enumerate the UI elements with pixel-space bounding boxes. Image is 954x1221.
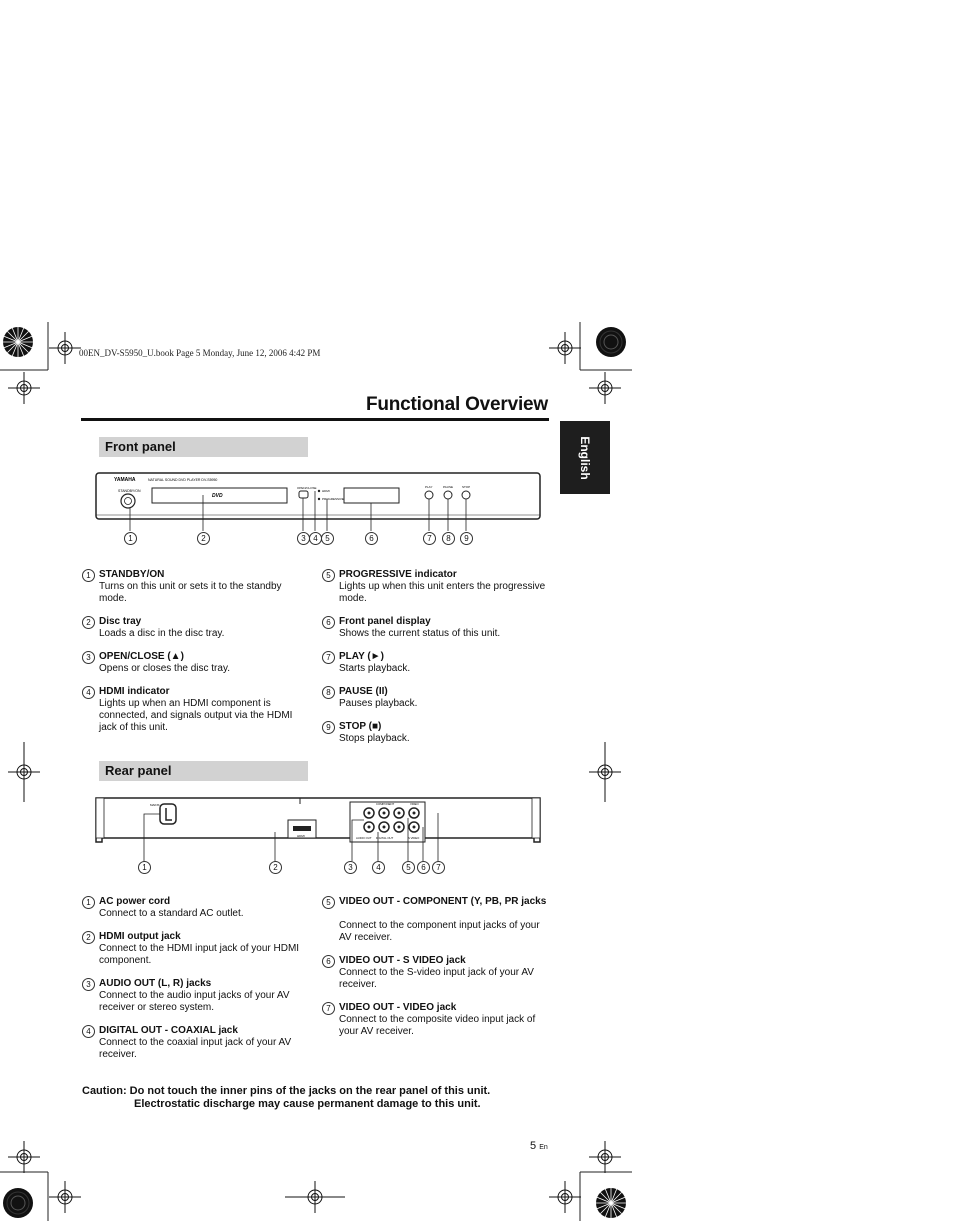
item-title: STOP (■) [339, 721, 382, 732]
rear-callout-7: 7 [432, 861, 445, 874]
item-title: VIDEO OUT - VIDEO jack [339, 1002, 457, 1013]
caution-line-2: Electrostatic discharge may cause permanent damage to this unit. [134, 1098, 481, 1110]
item-number: 5 [322, 896, 335, 909]
brand-logo-text: YAMAHA [114, 477, 136, 483]
front-callout-8: 8 [442, 532, 455, 545]
item-title: HDMI indicator [99, 686, 170, 697]
item-number: 4 [82, 1025, 95, 1038]
item-title: OPEN/CLOSE (▲) [99, 651, 184, 662]
page-number-value: 5 [530, 1140, 537, 1152]
ac-cord [160, 804, 176, 824]
item-number: 9 [322, 721, 335, 734]
item-title: Disc tray [99, 616, 142, 627]
rear-callout-3: 3 [344, 861, 357, 874]
item-number: 6 [322, 955, 335, 968]
item-title: DIGITAL OUT - COAXIAL jack [99, 1025, 238, 1036]
item-description: Lights up when an HDMI component is connected, and signals output via the HDMI jack of this unit. [99, 698, 293, 733]
item-number: 1 [82, 569, 95, 582]
item-description: Loads a disc in the disc tray. [99, 628, 225, 639]
item-number: 8 [322, 686, 335, 699]
audio-out-label: AUDIO OUT [356, 836, 372, 840]
hdmi-indicator-label: HDMI [322, 489, 330, 493]
item-description: Connect to the S-video input jack of your AV receiver. [339, 967, 534, 990]
item-number: 3 [82, 978, 95, 991]
stop-button [462, 491, 470, 499]
video-label: VIDEO [410, 802, 419, 806]
item-number: 2 [82, 931, 95, 944]
front-callout-2: 2 [197, 532, 210, 545]
rear-callout-2: 2 [269, 861, 282, 874]
dvd-logo: DVD [212, 493, 223, 499]
item-title: VIDEO OUT - S VIDEO jack [339, 955, 466, 966]
progressive-indicator [318, 498, 320, 500]
item-number: 6 [322, 616, 335, 629]
item-title: HDMI output jack [99, 931, 181, 942]
item-title: AC power cord [99, 896, 171, 907]
item-description: Shows the current status of this unit. [339, 628, 501, 639]
print-slug: 00EN_DV-S5950_U.book Page 5 Monday, June 12, 2006 4:42 PM [79, 348, 321, 358]
item-title: PAUSE (II) [339, 686, 388, 697]
item-description: Connect to the component input jacks of your AV receiver. [339, 920, 540, 943]
page-number-lang: En [539, 1144, 548, 1151]
component-label: COMPONENT [376, 802, 395, 806]
item-title: PLAY (►) [339, 651, 384, 662]
rear-panel-heading: Rear panel [105, 763, 172, 778]
play-label: PLAY [425, 485, 433, 489]
stop-label: STOP [462, 485, 471, 489]
front-callout-6: 6 [365, 532, 378, 545]
item-number: 3 [82, 651, 95, 664]
item-description: Pauses playback. [339, 698, 418, 709]
item-number: 1 [82, 896, 95, 909]
digital-out-label: DIGITAL OUT [376, 836, 394, 840]
mains-label: MAINS [150, 803, 160, 807]
caution-line-1: Caution: Do not touch the inner pins of the jacks on the rear panel of this unit. [82, 1085, 491, 1097]
item-description: Connect to a standard AC outlet. [99, 908, 244, 919]
rear-callout-6: 6 [417, 861, 430, 874]
item-number: 2 [82, 616, 95, 629]
rear-panel-illustration [90, 792, 550, 877]
front-callout-1: 1 [124, 532, 137, 545]
front-panel-heading: Front panel [105, 439, 176, 454]
hdmi-indicator [318, 490, 320, 492]
rear-callout-4: 4 [372, 861, 385, 874]
front-callout-4: 4 [309, 532, 322, 545]
item-title: PROGRESSIVE indicator [339, 569, 457, 580]
item-number: 7 [322, 1002, 335, 1015]
front-panel-heading-bar [99, 437, 308, 457]
front-callout-5: 5 [321, 532, 334, 545]
item-description: Connect to the coaxial input jack of your AV receiver. [99, 1037, 292, 1060]
language-tab [560, 421, 610, 494]
page-title: Functional Overview [365, 394, 548, 415]
play-button [425, 491, 433, 499]
item-title: VIDEO OUT - COMPONENT (Y, PB, PR jacks [339, 896, 547, 907]
pause-label: PAUSE [443, 485, 453, 489]
item-title: STANDBY/ON [99, 569, 165, 580]
open-close-label: OPEN/CLOSE [297, 486, 317, 490]
rear-panel-heading-bar [99, 761, 308, 781]
svideo-label: S VIDEO [408, 836, 420, 840]
progressive-indicator-label: PROGRESSIVE [322, 497, 344, 501]
item-description: Lights up when this unit enters the progressive mode. [339, 581, 546, 604]
item-description: Opens or closes the disc tray. [99, 663, 230, 674]
pause-button [444, 491, 452, 499]
open-close-button [299, 491, 308, 498]
title-rule [81, 418, 549, 421]
item-description: Connect to the HDMI input jack of your HDMI component. [99, 943, 300, 966]
front-display [344, 488, 399, 503]
item-description: Connect to the audio input jacks of your AV receiver or stereo system. [99, 990, 290, 1013]
item-description: Connect to the composite video input jack of your AV receiver. [339, 1014, 536, 1037]
page-number [530, 1140, 548, 1152]
rear-hdmi-label: HDMI [297, 834, 305, 838]
front-callout-3: 3 [297, 532, 310, 545]
item-title: AUDIO OUT (L, R) jacks [99, 978, 212, 989]
standby-label: STANDBY/ON [118, 489, 141, 493]
model-line: NATURAL SOUND DVD PLAYER DV-S5950 [148, 478, 218, 482]
item-description: Stops playback. [339, 733, 410, 744]
front-callout-9: 9 [460, 532, 473, 545]
language-tab-label: English [578, 435, 592, 480]
item-description: Turns on this unit or sets it to the standby mode. [99, 581, 282, 604]
item-number: 7 [322, 651, 335, 664]
rear-callout-5: 5 [402, 861, 415, 874]
rear-callout-1: 1 [138, 861, 151, 874]
item-title: Front panel display [339, 616, 431, 627]
item-number: 5 [322, 569, 335, 582]
front-callout-7: 7 [423, 532, 436, 545]
item-description: Starts playback. [339, 663, 411, 674]
item-number: 4 [82, 686, 95, 699]
